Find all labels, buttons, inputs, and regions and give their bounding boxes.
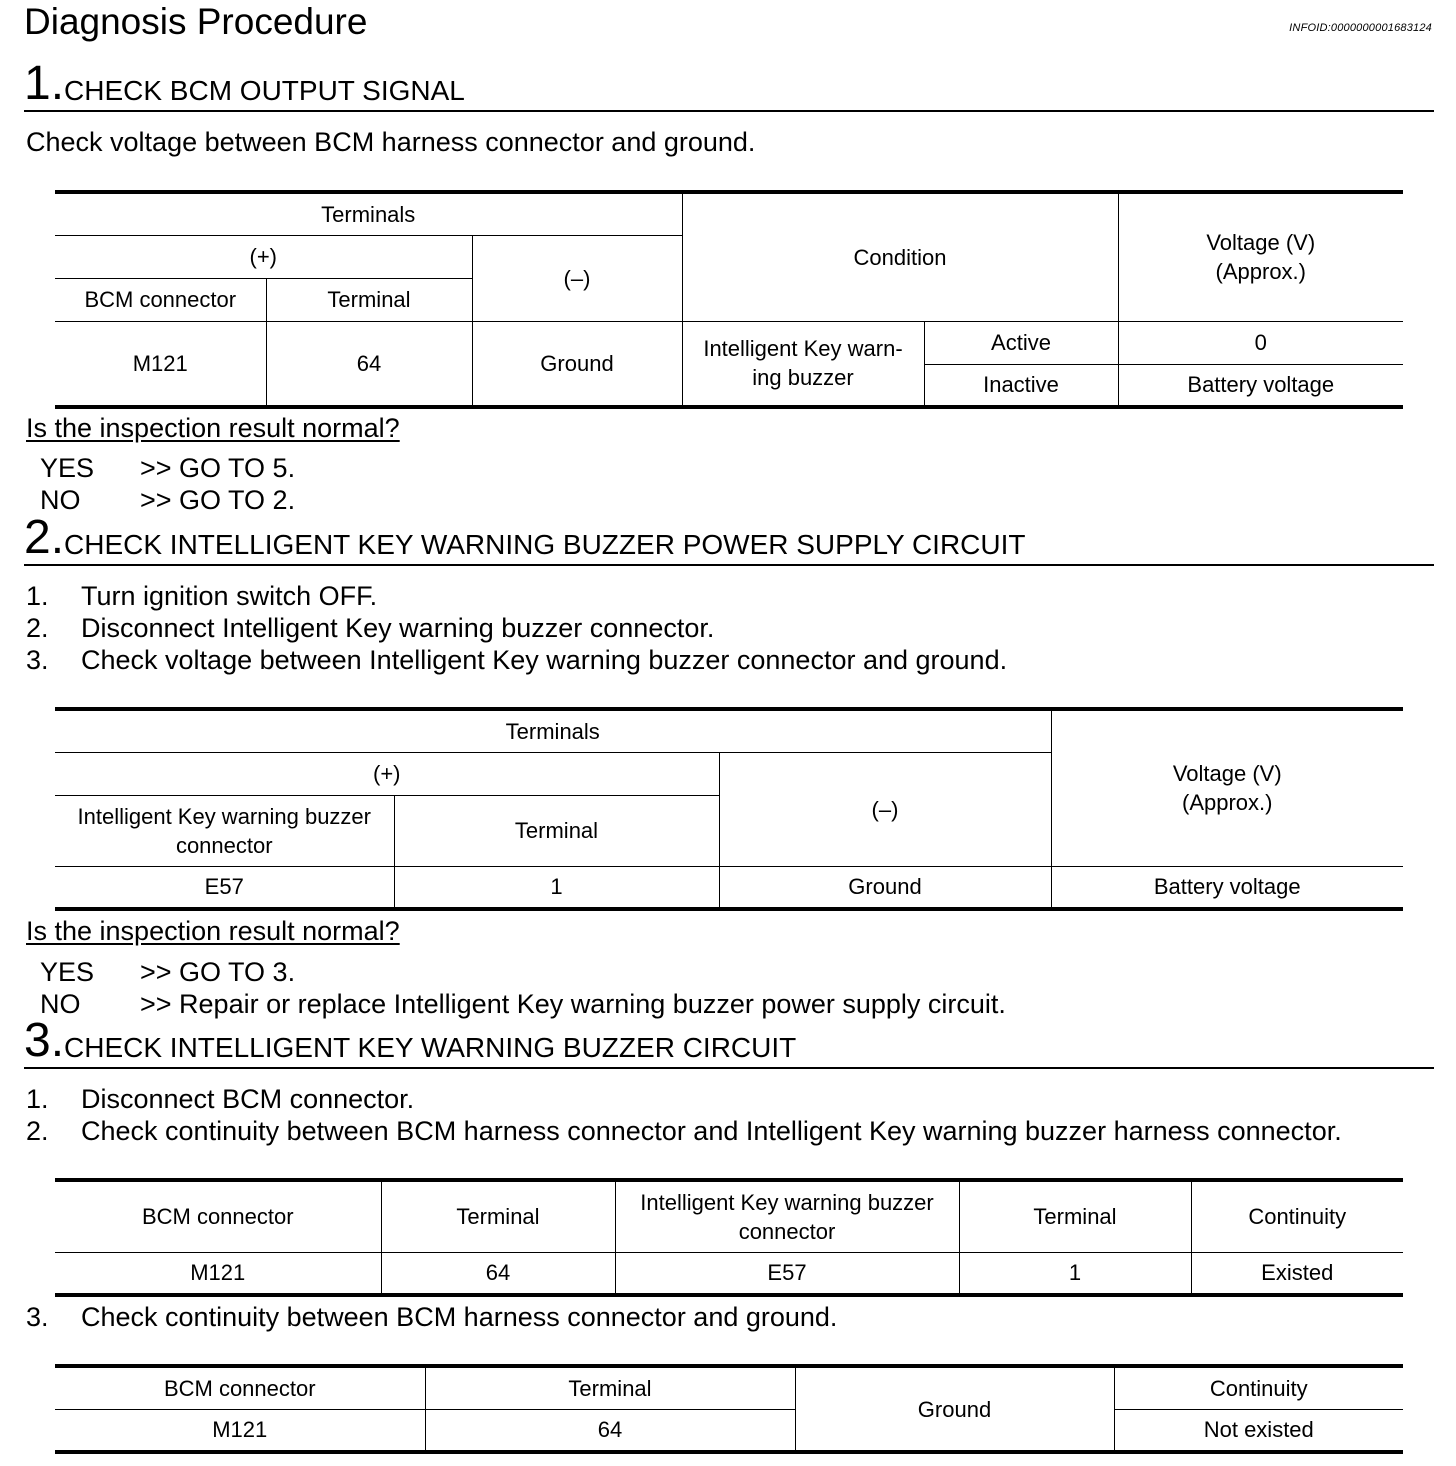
terminal-header: Terminal [381, 1180, 615, 1252]
step-3-number: 3. [24, 1014, 65, 1067]
item-number: 1. [26, 1084, 49, 1114]
step-1-header [24, 58, 1434, 112]
item-text: Check continuity between BCM harness connector and Intelligent Key warning buzzer harness connector. [81, 1116, 1342, 1146]
yes-key: YES [40, 453, 95, 483]
step-3-title: CHECK INTELLIGENT KEY WARNING BUZZER CIRCUIT [64, 1032, 797, 1063]
item-number: 2. [26, 613, 49, 643]
step-2-item [26, 580, 377, 612]
ground-cell: Ground [719, 866, 1051, 909]
step-1-yes [40, 452, 295, 484]
bcm-connector-header: BCM connector [55, 1180, 381, 1252]
condition-item-cell [682, 321, 924, 407]
step-1-instruction: Check voltage between BCM harness connector and ground. [26, 127, 756, 157]
connector-cell: M121 [55, 321, 266, 407]
step-3-item [26, 1115, 1342, 1147]
no-value: >> Repair or replace Intelligent Key warning buzzer power supply circuit. [140, 989, 1006, 1019]
condition-item-line-1: Intelligent Key warn- [703, 336, 903, 362]
connector-header: BCM connector [55, 278, 266, 321]
item-text: Check voltage between Intelligent Key warning buzzer connector and ground. [81, 645, 1008, 675]
step-2-number: 2. [24, 511, 65, 564]
continuity-header: Continuity [1114, 1366, 1403, 1409]
approx-label: (Approx.) [1215, 259, 1306, 285]
plus-header: (+) [55, 752, 719, 795]
item-text: Turn ignition switch OFF. [81, 581, 378, 611]
buzzer-connector-header [615, 1180, 959, 1252]
step-2-voltage-table [55, 707, 1403, 911]
item-number: 1. [26, 581, 49, 611]
terminal-header: Terminal [959, 1180, 1191, 1252]
yes-key: YES [40, 957, 95, 987]
continuity-header: Continuity [1191, 1180, 1403, 1252]
yes-value: >> GO TO 3. [140, 957, 296, 987]
condition-header: Condition [682, 192, 1118, 321]
step-3-ground-continuity-table [55, 1364, 1403, 1454]
continuity-cell: Existed [1191, 1252, 1403, 1295]
no-value: >> GO TO 2. [140, 485, 296, 515]
item-number: 2. [26, 1116, 49, 1146]
voltage-header [1051, 709, 1403, 866]
terminal-cell: 1 [959, 1252, 1191, 1295]
buzzer-connector-line-1: Intelligent Key warning buzzer [640, 1189, 934, 1215]
buzzer-connector-line-2: connector [738, 1218, 836, 1244]
step-2-title: CHECK INTELLIGENT KEY WARNING BUZZER POWER SUPPLY CIRCUIT [64, 529, 1026, 560]
bcm-connector-header: BCM connector [55, 1366, 425, 1409]
step-1-voltage-table [55, 190, 1403, 409]
terminal-cell: 64 [266, 321, 472, 407]
terminal-cell: 1 [394, 866, 719, 909]
voltage-cell: Battery voltage [1051, 866, 1403, 909]
item-text: Disconnect Intelligent Key warning buzzer connector. [81, 613, 715, 643]
bcm-connector-cell: M121 [55, 1252, 381, 1295]
connector-header-line-1: Intelligent Key warning buzzer [77, 803, 371, 829]
step-2-item [26, 612, 714, 644]
terminal-cell: 64 [425, 1409, 795, 1452]
step-1-question: Is the inspection result normal? [26, 413, 400, 443]
step-2-header [24, 512, 1434, 566]
connector-header [55, 795, 394, 866]
plus-header: (+) [55, 235, 472, 278]
step-2-question: Is the inspection result normal? [26, 916, 400, 946]
bcm-connector-cell: M121 [55, 1409, 425, 1452]
approx-label: (Approx.) [1182, 790, 1273, 816]
info-id: INFOID:0000000001683124 [1289, 22, 1432, 34]
inactive-voltage-cell: Battery voltage [1118, 364, 1403, 407]
step-1-title: CHECK BCM OUTPUT SIGNAL [64, 75, 465, 106]
step-3-item [26, 1083, 414, 1115]
inactive-cell: Inactive [924, 364, 1118, 407]
active-cell: Active [924, 321, 1118, 364]
step-3-continuity-table [55, 1178, 1403, 1297]
voltage-label: Voltage (V) [1172, 761, 1282, 787]
buzzer-connector-cell: E57 [615, 1252, 959, 1295]
voltage-header [1118, 192, 1403, 321]
connector-cell: E57 [55, 866, 394, 909]
ground-cell: Ground [795, 1366, 1114, 1452]
no-key: NO [40, 485, 81, 515]
no-key: NO [40, 989, 81, 1019]
terminal-header: Terminal [266, 278, 472, 321]
item-number: 3. [26, 1302, 49, 1332]
active-voltage-cell: 0 [1118, 321, 1403, 364]
continuity-cell: Not existed [1114, 1409, 1403, 1452]
connector-header-line-2: connector [175, 832, 273, 858]
step-2-item [26, 644, 1007, 676]
condition-item-line-2: ing buzzer [752, 365, 854, 391]
step-2-yes [40, 956, 295, 988]
page-title: Diagnosis Procedure [24, 1, 368, 42]
item-text: Disconnect BCM connector. [81, 1084, 415, 1114]
step-3-item [26, 1301, 837, 1333]
ground-cell: Ground [472, 321, 682, 407]
terminal-header: Terminal [394, 795, 719, 866]
minus-header: (–) [472, 235, 682, 321]
terminals-header: Terminals [55, 192, 682, 235]
minus-header: (–) [719, 752, 1051, 866]
terminal-cell: 64 [381, 1252, 615, 1295]
terminal-header: Terminal [425, 1366, 795, 1409]
voltage-label: Voltage (V) [1206, 230, 1316, 256]
yes-value: >> GO TO 5. [140, 453, 296, 483]
step-3-header [24, 1015, 1434, 1069]
item-number: 3. [26, 645, 49, 675]
terminals-header: Terminals [55, 709, 1051, 752]
step-1-number: 1. [24, 57, 65, 110]
item-text: Check continuity between BCM harness connector and ground. [81, 1302, 838, 1332]
